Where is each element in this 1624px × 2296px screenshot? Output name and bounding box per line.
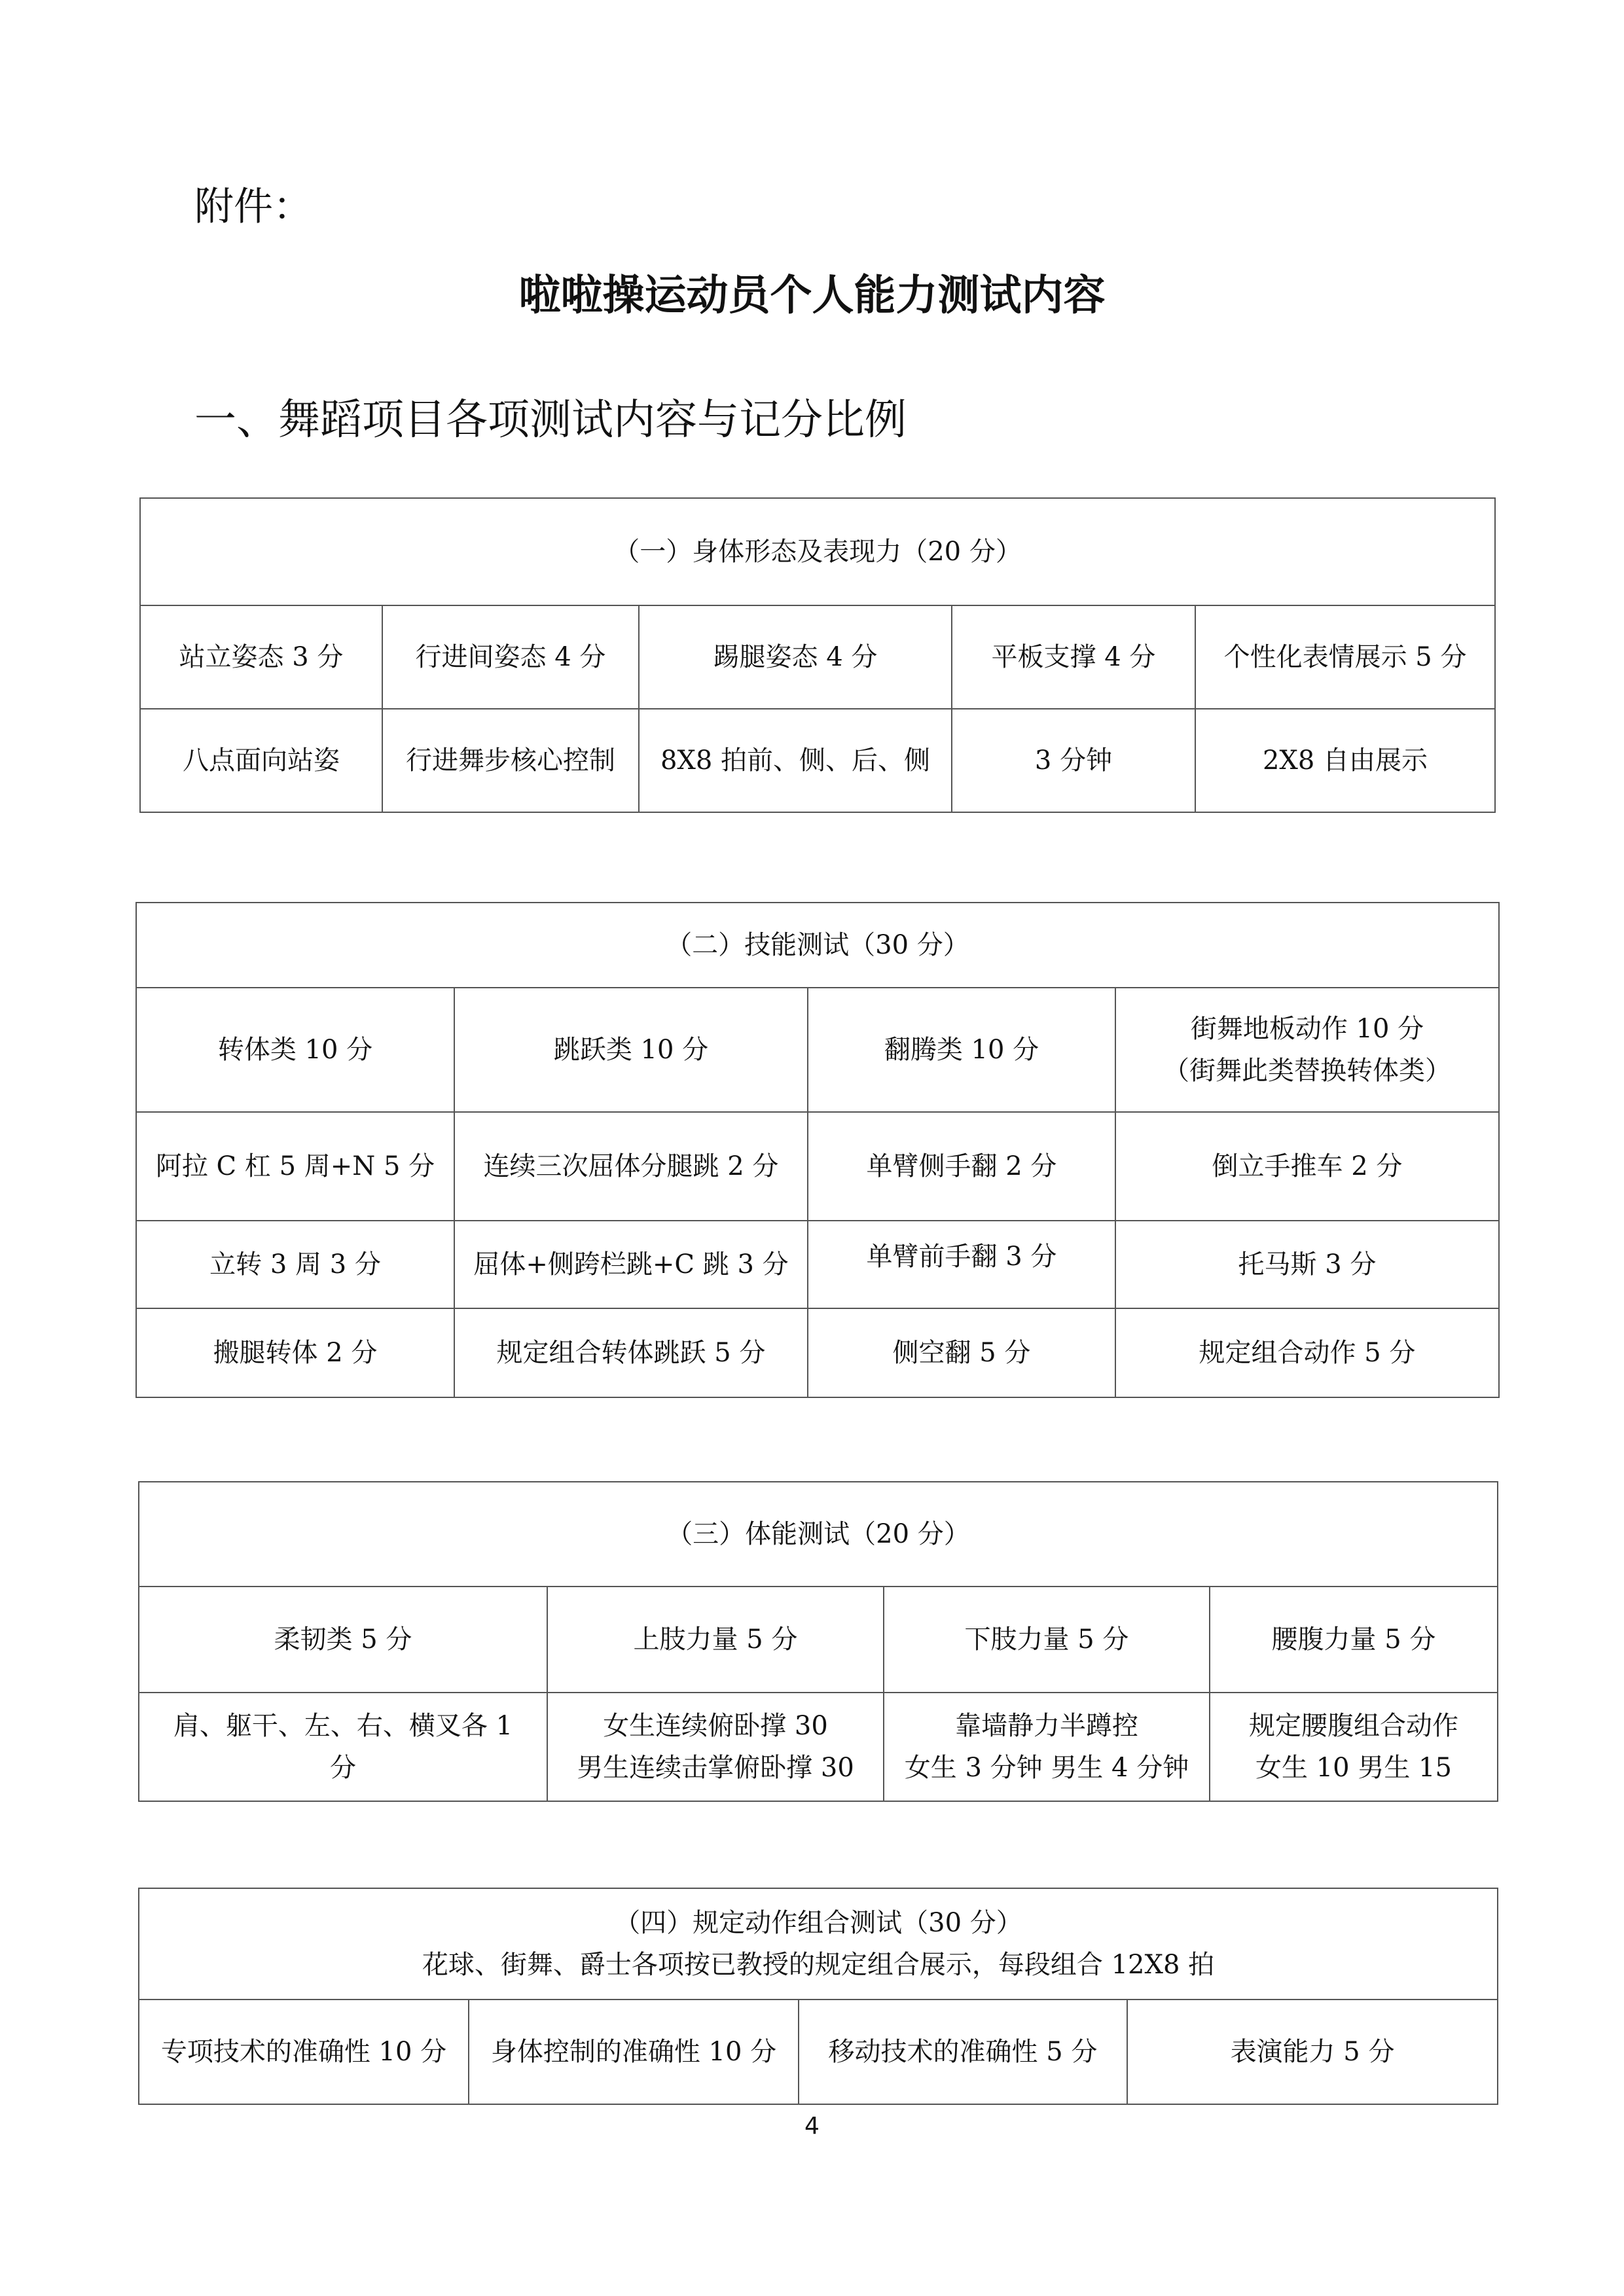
header-line: （街舞此类替换转体类） xyxy=(1163,1056,1451,1086)
cell-line: 男生连续击掌俯卧撑 30 xyxy=(577,1753,854,1783)
table-cell: 搬腿转体 2 分 xyxy=(136,1308,454,1397)
table-cell: 八点面向站姿 xyxy=(140,709,382,812)
page-number: 4 xyxy=(804,2113,820,2140)
table-cell: 2X8 自由展示 xyxy=(1195,709,1495,812)
table-header-cell: 柔韧类 5 分 xyxy=(139,1587,547,1693)
table-caption: （三）体能测试（20 分） xyxy=(139,1482,1498,1587)
cell-line: 靠墙静力半蹲控 xyxy=(955,1711,1138,1741)
caption-line: 花球、街舞、爵士各项按已教授的规定组合展示，每段组合 12X8 拍 xyxy=(422,1950,1215,1980)
table-header-cell: 上肢力量 5 分 xyxy=(547,1587,884,1693)
table-caption: （二）技能测试（30 分） xyxy=(136,903,1499,988)
header-line: 街舞地板动作 10 分 xyxy=(1190,1014,1424,1044)
table-header-cell: 移动技术的准确性 5 分 xyxy=(799,2000,1127,2104)
table-header-cell: 腰腹力量 5 分 xyxy=(1210,1587,1498,1693)
table-cell: 规定组合转体跳跃 5 分 xyxy=(454,1308,808,1397)
table-header-cell xyxy=(1115,988,1499,1112)
cell-line: 女生 3 分钟 男生 4 分钟 xyxy=(904,1753,1189,1783)
table-cell: 3 分钟 xyxy=(952,709,1195,812)
table-header-cell: 翻腾类 10 分 xyxy=(808,988,1115,1112)
table-header-cell: 个性化表情展示 5 分 xyxy=(1195,605,1495,709)
table-cell: 连续三次屈体分腿跳 2 分 xyxy=(454,1112,808,1221)
table-caption xyxy=(139,1888,1498,2000)
table-cell xyxy=(884,1693,1210,1801)
table-cell: 行进舞步核心控制 xyxy=(382,709,639,812)
attachment-label: 附件： xyxy=(194,184,312,230)
table-skills xyxy=(135,902,1500,1398)
table-cell xyxy=(139,1693,547,1801)
table-cell: 单臂侧手翻 2 分 xyxy=(808,1112,1115,1221)
document-title: 啦啦操运动员个人能力测试内容 xyxy=(518,272,1106,320)
cell-line: 分 xyxy=(330,1753,356,1783)
cell-line: 肩、躯干、左、右、横叉各 1 xyxy=(173,1711,513,1741)
table-header-cell: 踢腿姿态 4 分 xyxy=(639,605,952,709)
table-header-cell: 站立姿态 3 分 xyxy=(140,605,382,709)
cell-line: 女生连续俯卧撑 30 xyxy=(603,1711,828,1741)
table-cell: 立转 3 周 3 分 xyxy=(136,1221,454,1308)
table-caption: （一）身体形态及表现力（20 分） xyxy=(140,498,1495,605)
caption-line: （四）规定动作组合测试（30 分） xyxy=(614,1908,1022,1938)
cell-line: 女生 10 男生 15 xyxy=(1255,1753,1452,1783)
table-cell: 阿拉 C 杠 5 周+N 5 分 xyxy=(136,1112,454,1221)
table-cell: 规定组合动作 5 分 xyxy=(1115,1308,1499,1397)
section-heading: 一、舞蹈项目各项测试内容与记分比例 xyxy=(194,396,907,444)
table-header-cell: 表演能力 5 分 xyxy=(1127,2000,1498,2104)
table-cell: 侧空翻 5 分 xyxy=(808,1308,1115,1397)
cell-line: 规定腰腹组合动作 xyxy=(1249,1711,1458,1741)
table-cell: 倒立手推车 2 分 xyxy=(1115,1112,1499,1221)
table-cell: 屈体+侧跨栏跳+C 跳 3 分 xyxy=(454,1221,808,1308)
table-header-cell: 平板支撑 4 分 xyxy=(952,605,1195,709)
table-fitness xyxy=(138,1481,1498,1802)
table-cell: 托马斯 3 分 xyxy=(1115,1221,1499,1308)
table-body-form xyxy=(139,497,1496,813)
table-header-cell: 下肢力量 5 分 xyxy=(884,1587,1210,1693)
table-header-cell: 专项技术的准确性 10 分 xyxy=(139,2000,469,2104)
table-cell: 单臂前手翻 3 分 xyxy=(808,1221,1115,1308)
table-header-cell: 行进间姿态 4 分 xyxy=(382,605,639,709)
table-header-cell: 身体控制的准确性 10 分 xyxy=(469,2000,799,2104)
table-header-cell: 转体类 10 分 xyxy=(136,988,454,1112)
table-cell xyxy=(1210,1693,1498,1801)
table-header-cell: 跳跃类 10 分 xyxy=(454,988,808,1112)
table-routine xyxy=(138,1888,1498,2105)
table-cell: 8X8 拍前、侧、后、侧 xyxy=(639,709,952,812)
table-cell xyxy=(547,1693,884,1801)
